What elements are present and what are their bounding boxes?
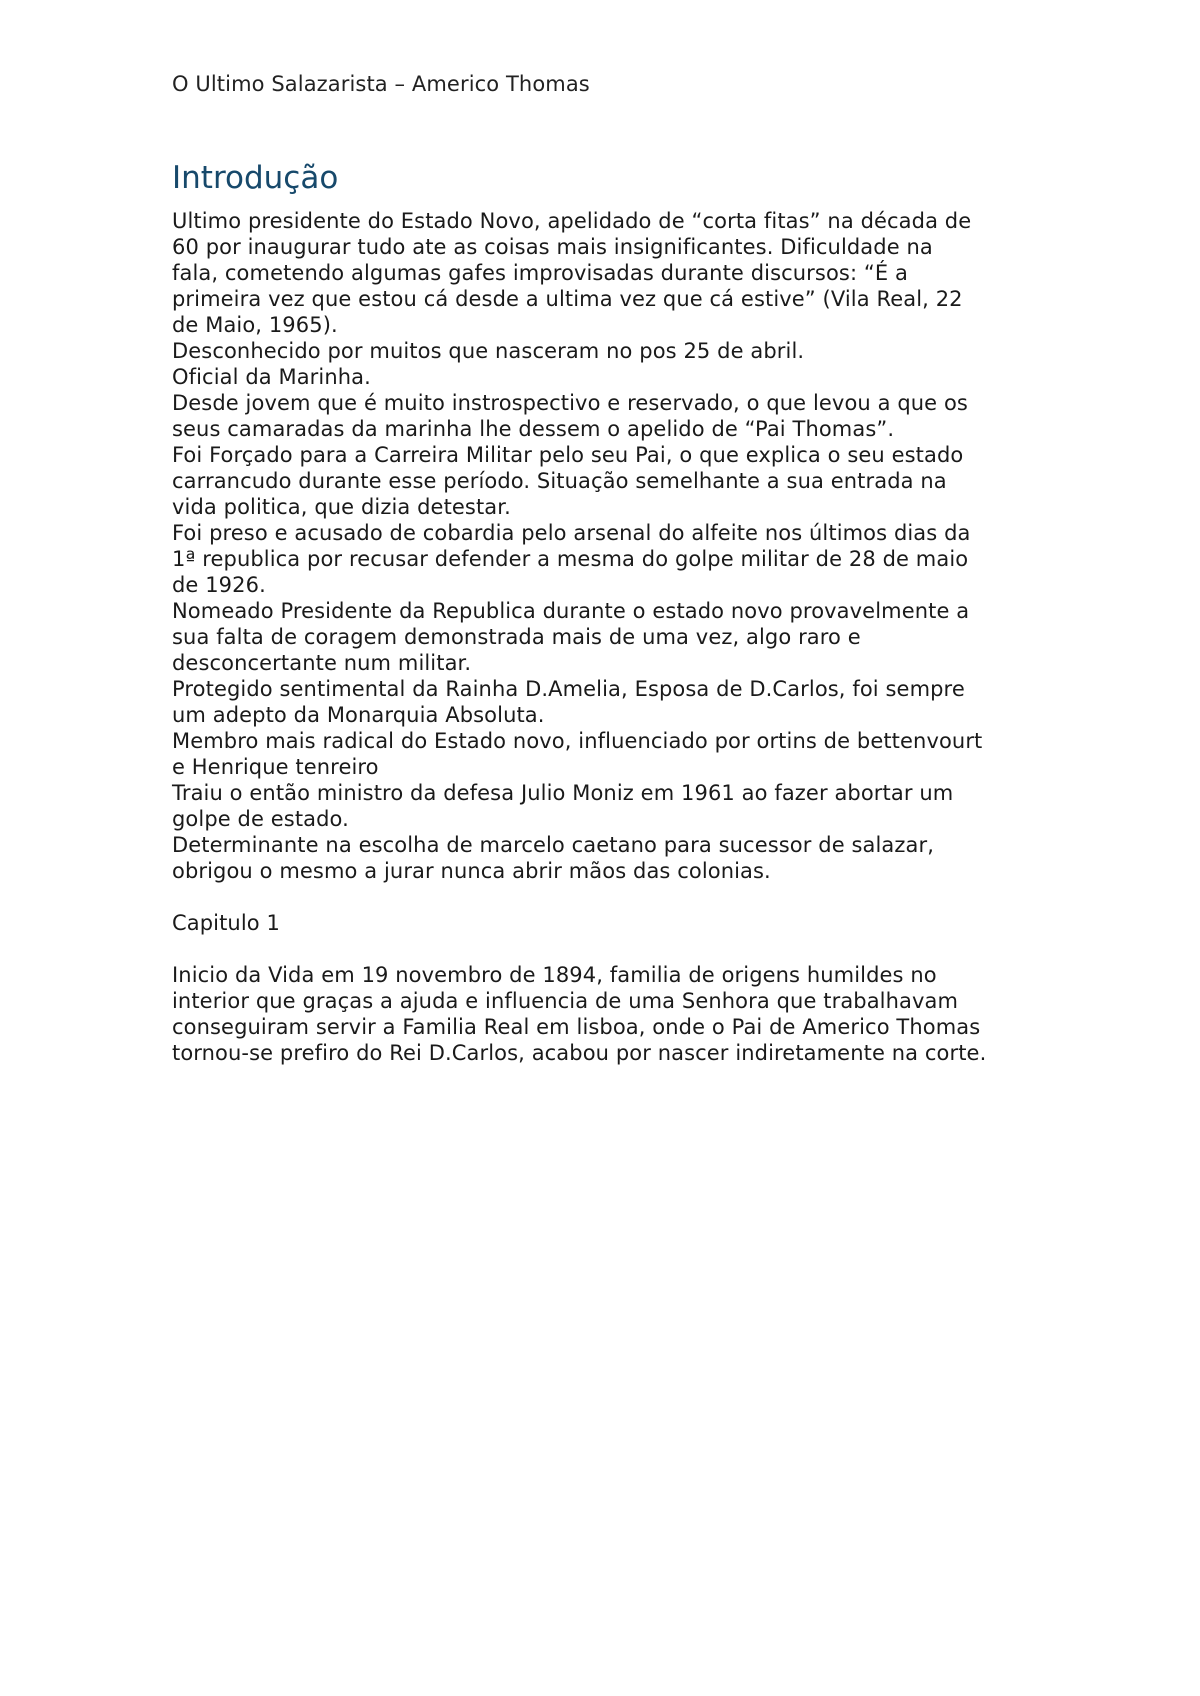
body-line: Foi preso e acusado de cobardia pelo arsenal do alfeite nos últimos dias da	[172, 521, 971, 545]
body-line: sua falta de coragem demonstrada mais de uma vez, algo raro e	[172, 625, 861, 649]
body-line: obrigou o mesmo a jurar nunca abrir mãos das colonias.	[172, 859, 771, 883]
body-line: Traiu o então ministro da defesa Julio Moniz em 1961 ao fazer abortar um	[172, 781, 954, 805]
document-body	[172, 208, 1052, 1066]
body-line: Protegido sentimental da Rainha D.Amelia, Esposa de D.Carlos, foi sempre	[172, 677, 965, 701]
body-line: de 1926.	[172, 573, 266, 597]
paragraph-spacer	[172, 936, 1052, 962]
body-line: Determinante na escolha de marcelo caetano para sucessor de salazar,	[172, 833, 934, 857]
body-line: Foi Forçado para a Carreira Militar pelo seu Pai, o que explica o seu estado	[172, 443, 964, 467]
paragraph-spacer	[172, 884, 1052, 910]
body-line: um adepto da Monarquia Absoluta.	[172, 703, 545, 727]
body-line: golpe de estado.	[172, 807, 349, 831]
body-line: Nomeado Presidente da Republica durante o estado novo provavelmente a	[172, 599, 970, 623]
body-line: 60 por inaugurar tudo ate as coisas mais insignificantes. Dificuldade na	[172, 235, 933, 259]
chapter-line: Inicio da Vida em 19 novembro de 1894, familia de origens humildes no	[172, 963, 937, 987]
body-line: desconcertante num militar.	[172, 651, 472, 675]
section-title: Introdução	[172, 160, 339, 196]
body-line: seus camaradas da marinha lhe dessem o apelido de “Pai Thomas”.	[172, 417, 895, 441]
chapter-line: interior que graças a ajuda e influencia de uma Senhora que trabalhavam	[172, 989, 959, 1013]
body-line: Desde jovem que é muito instrospectivo e reservado, o que levou a que os	[172, 391, 968, 415]
body-line: Oficial da Marinha.	[172, 365, 371, 389]
body-line: primeira vez que estou cá desde a ultima vez que cá estive” (Vila Real, 22	[172, 287, 963, 311]
body-line: Membro mais radical do Estado novo, influenciado por ortins de bettenvourt	[172, 729, 983, 753]
body-line: Ultimo presidente do Estado Novo, apelidado de “corta fitas” na década de	[172, 209, 972, 233]
chapter-line: conseguiram servir a Familia Real em lisboa, onde o Pai de Americo Thomas	[172, 1015, 981, 1039]
body-line: Desconhecido por muitos que nasceram no pos 25 de abril.	[172, 339, 805, 363]
body-line: 1ª republica por recusar defender a mesma do golpe militar de 28 de maio	[172, 547, 969, 571]
body-line: vida politica, que dizia detestar.	[172, 495, 511, 519]
body-line: e Henrique tenreiro	[172, 755, 379, 779]
chapter-heading: Capitulo 1	[172, 911, 280, 935]
chapter-line: tornou-se prefiro do Rei D.Carlos, acabou por nascer indiretamente na corte.	[172, 1041, 987, 1065]
running-header: O Ultimo Salazarista – Americo Thomas	[172, 72, 590, 96]
body-line: de Maio, 1965).	[172, 313, 338, 337]
body-line: fala, cometendo algumas gafes improvisadas durante discursos: “É a	[172, 261, 908, 285]
body-line: carrancudo durante esse período. Situação semelhante a sua entrada na	[172, 469, 947, 493]
